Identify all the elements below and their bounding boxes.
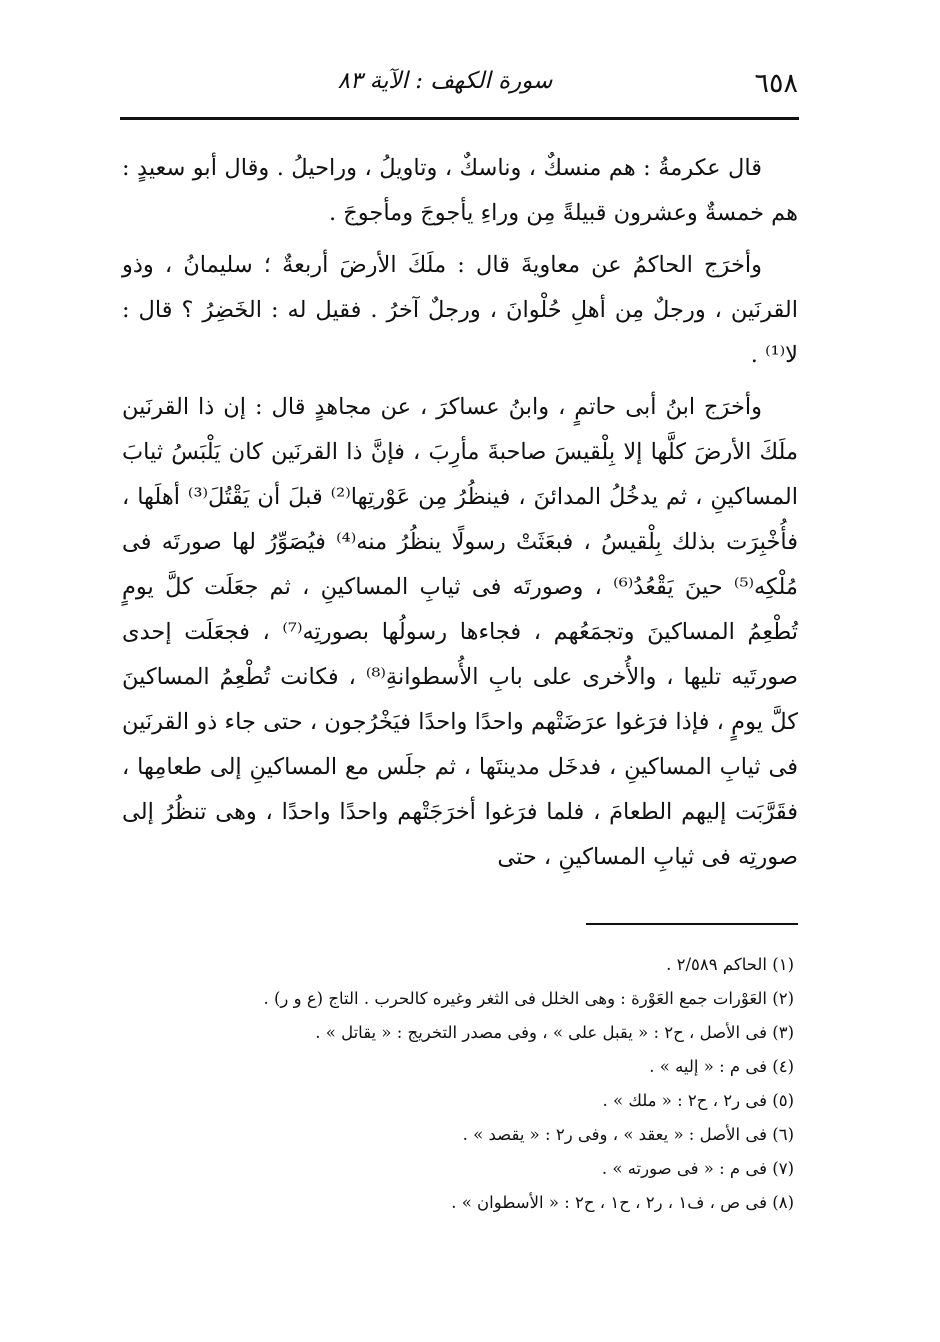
footnote-1: (١) الحاكم ٢/٥٨٩ . [666,955,794,974]
paragraph-1: قال عكرمةُ : هم منسكٌ ، وناسكٌ ، وتاويلُ ، وراحيلُ . وقال أبو سعيدٍ : هم خمسةٌ وعشرون قبيلةً مِن وراءِ يأجوجَ ومأجوجَ . [122,155,798,226]
footnote-rule [586,923,798,925]
footnote-6: (٦) فى الأصل : « يعقد » ، وفى ر٢ : « يقصد » . [462,1125,794,1144]
page-header [122,62,798,112]
footnote-7: (٧) فى م : « فى صورته » . [601,1159,794,1178]
header-rule [120,117,799,120]
running-head: سورة الكهف : الآية ٨٣ [337,68,553,94]
paragraph-3: وأخرَج ابنُ أبى حاتمٍ ، وابنُ عساكرَ ، عن مجاهدٍ قال : إن ذا القرنَين ملَكَ الأرضَ كلَّها إلا بِلْقيسَ صاحبةَ مأرِبَ ، فإنَّ ذا القرنَين كان يَلْبَسُ ثيابَ المساكينِ ، ثم يدخُلُ المدائنَ ، فينظُرُ مِن عَوْرتِها⁽²⁾ قبلَ أن يَقْتُلَ⁽³⁾ أهلَها ، فأُخْبِرَت بذلك بِلْقيسُ ، فبعَثَتْ رسولًا ينظُرُ منه⁽⁴⁾ فيُصَوِّرُ لها صورتَه فى مُلْكِه⁽⁵⁾ حينَ يَقْعُدُ⁽⁶⁾ ، وصورتَه فى ثيابِ المساكينِ ، ثم جعَلَت كلَّ يومٍ تُطْعِمُ المساكينَ وتجمَعُهم ، فجاءها رسولُها بصورتِه⁽⁷⁾ ، فجعَلَت إحدى صورتَيه تليها ، والأُخرى على بابِ الأُسطوانةِ⁽⁸⁾ ، فكانت تُطْعِمُ المساكينَ كلَّ يومٍ ، فإذا فرَغوا عرَضَتْهم واحدًا واحدًا فيَخْرُجون ، حتى جاء ذو القرنَين فى ثيابِ المساكينِ ، فدخَل مدينتَها ، ثم جلَس مع المساكينِ إلى طعامِها ، فقَرَّبَت إليهم الطعامَ ، فلما فرَغوا أخرَجَتْهم واحدًا واحدًا ، وهى تنظُرُ إلى صورتِه فى ثيابِ المساكينِ ، حتى [122,394,798,870]
footnote-4: (٤) فى م : « إليه » . [649,1057,794,1076]
footnote-8: (٨) فى ص ، ف١ ، ر٢ ، ح١ ، ح٢ : « الأسطوان » . [451,1193,794,1212]
footnotes [130,948,798,1220]
main-text [122,146,798,880]
paragraph-2: وأخرَج الحاكمُ عن معاويةَ قال : ملَكَ الأرضَ أربعةٌ ؛ سليمانُ ، وذو القرنَين ، ورجلٌ مِن أهلِ حُلْوانَ ، ورجلٌ آخرُ . فقيل له : الخَضِرُ ؟ قال : لا⁽¹⁾ . [122,252,798,368]
footnote-2: (٢) العَوْرات جمع العَوْرة : وهى الخلل فى الثغر وغيره كالحرب . التاج (ع و ر) . [263,989,794,1008]
page-number: ٦٥٨ [754,68,798,99]
footnote-5: (٥) فى ر٢ ، ح٢ : « ملك » . [602,1091,794,1110]
footnote-3: (٣) فى الأصل ، ح٢ : « يقبل على » ، وفى مصدر التخريج : « يقاتل » . [315,1023,794,1042]
